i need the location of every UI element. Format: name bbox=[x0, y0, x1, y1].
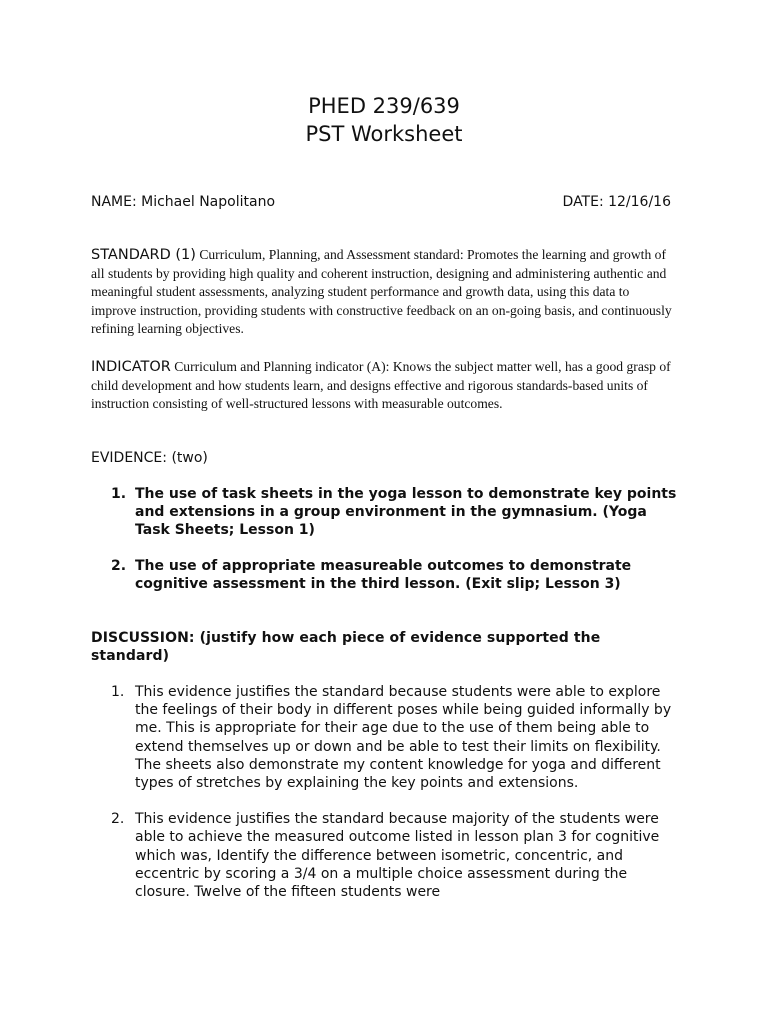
list-number: 1. bbox=[111, 486, 127, 502]
list-item bbox=[91, 683, 681, 792]
discussion-text: This evidence justifies the standard because students were able to explore the feelings of their body in different poses while being guided informally by me. This is appropriate for their age due to the use of them being able to extend themselves up or down and be able to test their limits on flexibility. The sheets also demonstrate my content knowledge for yoga and different types of stretches by explaining the key points and extensions. bbox=[135, 684, 672, 792]
standard-paragraph bbox=[91, 246, 677, 339]
course-title: PHED 239/639 bbox=[308, 94, 460, 118]
list-number: 2. bbox=[111, 811, 125, 828]
indicator-label: INDICATOR bbox=[91, 359, 171, 375]
discussion-heading: DISCUSSION: (justify how each piece of evidence supported the standard) bbox=[91, 630, 601, 664]
date-field: DATE: 12/16/16 bbox=[562, 194, 671, 210]
evidence-heading: EVIDENCE: (two) bbox=[91, 450, 208, 466]
list-number: 2. bbox=[111, 558, 127, 574]
standard-label: STANDARD (1) bbox=[91, 247, 196, 263]
list-item bbox=[91, 810, 681, 901]
evidence-text: The use of appropriate measureable outcomes to demonstrate cognitive assessment in the third lesson. (Exit slip; Lesson 3) bbox=[135, 558, 632, 592]
standard-text: Curriculum, Planning, and Assessment standard: Promotes the learning and growth of all students by providing high quality and coherent instruction, designing and administering authentic and meaningful student assessments, analyzing student performance and growth data, using this data to improve instruction, providing students with constructive feedback on an on-going basis, and continuously refining learning objectives. bbox=[91, 247, 672, 337]
discussion-list bbox=[91, 683, 681, 919]
name-field: NAME: Michael Napolitano bbox=[91, 194, 276, 210]
indicator-paragraph bbox=[91, 358, 677, 414]
discussion-text: This evidence justifies the standard because majority of the students were able to achieve the measured outcome listed in lesson plan 3 for cognitive which was, Identify the difference between isometric, concentric, and eccentric by scoring a 3/4 on a multiple choice assessment during the closure. Twelve of the fifteen students were bbox=[135, 811, 660, 901]
list-item bbox=[91, 485, 681, 539]
list-item bbox=[91, 557, 681, 593]
name-date-row bbox=[91, 192, 671, 212]
evidence-list bbox=[91, 485, 681, 611]
worksheet-title: PST Worksheet bbox=[305, 122, 463, 146]
list-number: 1. bbox=[111, 684, 125, 700]
indicator-text: Curriculum and Planning indicator (A): Knows the subject matter well, has a good grasp of child development and how students learn, and designs effective and rigorous standards-based units of instruction consisting of well-structured lessons with measurable outcomes. bbox=[91, 359, 671, 412]
evidence-text: The use of task sheets in the yoga lesson to demonstrate key points and extensions in a group environment in the gymnasium. (Yoga Task Sheets; Lesson 1) bbox=[135, 486, 677, 538]
